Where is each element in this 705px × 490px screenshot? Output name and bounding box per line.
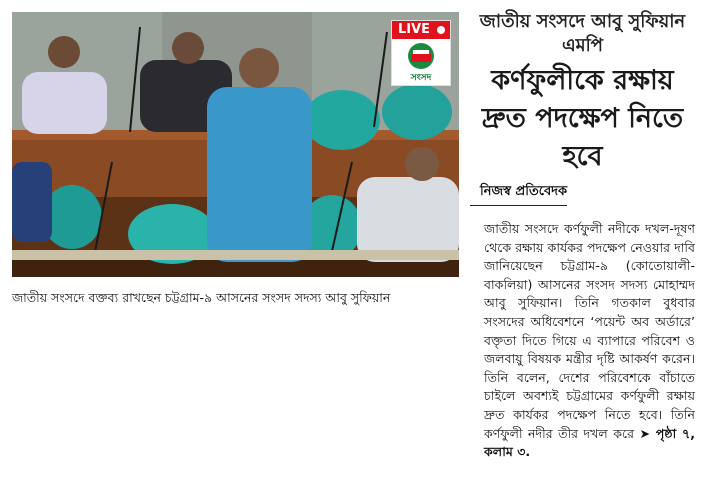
article-body-text: জাতীয় সংসদে কর্ণফুলী নদীকে দখল-দূষণ থেকে রক্ষায় কার্যকর পদক্ষেপ নেওয়ার দাবি জানিয়েছেন চট্টগ্রাম-৯ (কোতোয়ালী-বাকলিয়া) আসনের সংসদ সদস্য মোহাম্মদ আবু সুফিয়ান। তিনি গতকাল বুধবার সংসদের অধিবেশনে ‘পয়েন্ট অব অর্ডারে’ বক্তৃতা দিতে গিয়ে এ ব্যাপারে পরিবেশ ও জলবায়ু বিষয়ক মন্ত্রীর দৃষ্টি আকর্ষণ করেন। তিনি বলেন, দেশের পরিবেশকে বাঁচাতে চাইলে অবশ্যই চট্টগ্রামের কর্ণফুলী রক্ষায় দ্রুত কার্যকর পদক্ষেপ নিতে হবে। তিনি কর্ণফুলী নদীর তীর দখল করে [484, 221, 695, 441]
live-badge [391, 20, 451, 86]
live-label: LIVE [392, 21, 450, 39]
article-headline: কর্ণফুলীকে রক্ষায় দ্রুত পদক্ষেপ নিতে হবে [481, 65, 684, 172]
channel-logo-icon [404, 42, 438, 70]
channel-name: সংসদ [410, 73, 432, 83]
continuation-reference: ➤ পৃষ্ঠা ৭, কলাম ৩. [484, 425, 696, 460]
article-kicker: জাতীয় সংসদে আবু সুফিয়ান এমপি [479, 11, 686, 56]
photo-caption: জাতীয় সংসদে বক্তব্য রাখছেন চট্টগ্রাম-৯ আসনের সংসদ সদস্য আবু সুফিয়ান [12, 290, 391, 305]
article-body [470, 220, 695, 462]
parliament-photo [12, 12, 459, 277]
article [470, 10, 695, 462]
article-byline: নিজস্ব প্রতিবেদক [470, 182, 567, 206]
